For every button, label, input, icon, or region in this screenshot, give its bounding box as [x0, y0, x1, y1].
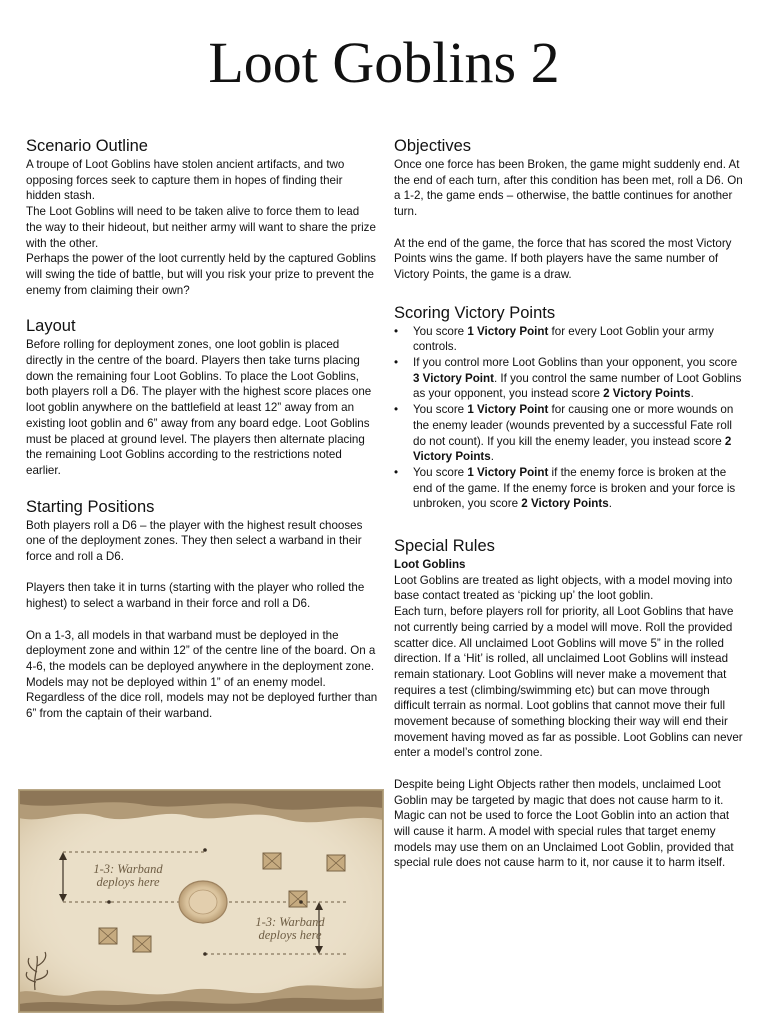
special-rules-paragraph: Loot Goblins are treated as light objects, with a model moving into base contact treated as ‘picking up’ the loot goblin. [394, 573, 733, 603]
special-rules-subheading: Loot Goblins [394, 558, 466, 572]
objectives-paragraph: At the end of the game, the force that has scored the most Victory Points wins the game. If both players have the same number of Victory Points, the game is a draw. [394, 236, 732, 281]
right-column [394, 136, 744, 871]
scoring-item: • You score 1 Victory Point for causing one or more wounds on the enemy leader (wounds prevented by a successful Fate roll do not count). If you kill the enemy leader, you instead score 2 Victory Points. [394, 402, 744, 465]
objectives-paragraph: Once one force has been Broken, the game might suddenly end. At the end of each turn, after this condition has been met, roll a D6. On a 1-2, the game ends – otherwise, the battle continues for another turn. [394, 158, 743, 219]
scenario-outline-paragraph: The Loot Goblins will need to be taken alive to force them to lead the way to their hideout, but neither army will want to share the prize with the other. [26, 205, 376, 250]
starting-positions-heading: Starting Positions [26, 497, 155, 516]
map-label-right-deployment: 1-3: Warband deploys here [255, 915, 325, 942]
scenario-outline-section [26, 136, 378, 298]
starting-positions-paragraph: Both players roll a D6 – the player with the highest result chooses one of the deployment zones. They then select a warband in their force and roll a D6. [26, 518, 363, 564]
starting-positions-section [26, 497, 378, 722]
page-title: Loot Goblins 2 [208, 30, 560, 95]
layout-section [26, 316, 378, 478]
special-rules-section [394, 536, 744, 871]
scenario-outline-paragraph: Perhaps the power of the loot currently held by the captured Goblins will swing the tide of battle, but will you risk your prize to prevent the enemy from claiming their own? [26, 252, 376, 297]
special-rules-heading: Special Rules [394, 537, 495, 556]
objectives-heading: Objectives [394, 137, 472, 155]
scoring-section [394, 303, 744, 512]
scenario-outline-heading: Scenario Outline [26, 137, 148, 155]
scoring-item: • You score 1 Victory Point for every Loot Goblin your army controls. [394, 324, 744, 355]
deployment-map-drawing [19, 790, 383, 1012]
scoring-heading: Scoring Victory Points [394, 303, 556, 322]
layout-heading: Layout [26, 317, 76, 336]
special-rules-paragraph: Each turn, before players roll for priority, all Loot Goblins that have not currently being carried by a model will move. Roll the provided scatter dice. All unclaimed Loot Goblins will move 5” in the rolled direction. If a ‘Hit’ is rolled, all unclaimed Loot Goblins will instead remain stationary. Loot Goblins will never make a movement that requires a test (climbing/swimming etc) but can move through difficult terrain as normal. Loot goblins that cannot move their full movement because of something blocking their way will end their movement having moved as far as possible. Loot Goblins can never enter a model’s control zone. [394, 605, 743, 760]
scoring-item: • You score 1 Victory Point if the enemy force is broken at the end of the game. If the enemy force is broken and your force is unbroken, you score 2 Victory Points. [394, 465, 744, 512]
scoring-list [394, 324, 744, 512]
layout-paragraph: Before rolling for deployment zones, one loot goblin is placed directly in the centre of the board. Players then take turns placing down the remaining four Loot Goblins. To place the Loot Goblins, both players roll a D6. The player with the highest score places one loot goblin anywhere on the battlefield at least 12” away from an existing loot goblin and 6” away from any board edge. Loot Goblins must be placed at ground level. The players then alternate placing the remaining Loot Goblins according to the restrictions noted earlier. [26, 338, 372, 477]
special-rules-paragraph: Despite being Light Objects rather then models, unclaimed Loot Goblin may be targeted by magic that does not cause harm to it. Magic can not be used to force the Loot Goblin into an action that will cause it harm. A model with special rules that target enemy models may use them on an Unclaimed Loot Goblin, provided that special rule does not cause harm to it, nor cause it to harm itself. [394, 777, 734, 870]
objectives-section [394, 136, 744, 283]
starting-positions-paragraph: On a 1-3, all models in that warband must be deployed in the deployment zone and within 12” of the centre line of the board. On a 4-6, the models can be deployed anywhere in the deployment zone. Models may not be deployed within 1” of an enemy model. Regardless of the dice roll, models may not be deployed further than 6” from the captain of their warband. [26, 628, 378, 721]
scenario-outline-paragraph: A troupe of Loot Goblins have stolen ancient artifacts, and two opposing forces seek to capture them in hopes of finding their hidden stash. [26, 158, 345, 203]
deployment-map [18, 789, 384, 1013]
scoring-item: • If you control more Loot Goblins than your opponent, you score 3 Victory Point. If you control the same number of Loot Goblins as your opponent, you instead score 2 Victory Points. [394, 355, 744, 402]
map-label-left-deployment: 1-3: Warband deploys here [93, 862, 163, 889]
left-column [26, 136, 378, 722]
starting-positions-paragraph: Players then take it in turns (starting with the player who rolled the highest) to select a warband in their force and roll a D6. [26, 581, 365, 611]
